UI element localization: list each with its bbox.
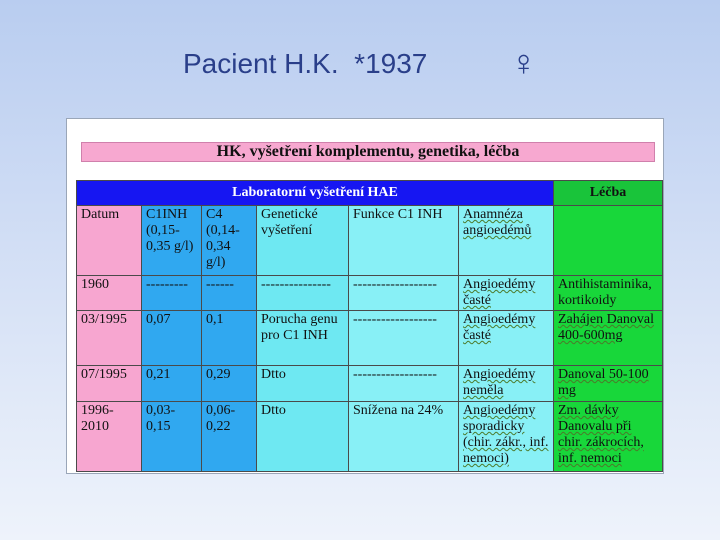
- cell-treatment: Danoval 50-100 mg: [554, 366, 663, 402]
- cell-treatment: Antihistaminika, kortikoidy: [554, 276, 663, 311]
- col-header-c1-function: Funkce C1 INH: [349, 206, 459, 276]
- cell-c1-function: ------------------: [349, 366, 459, 402]
- cell-c1inh: 0,07: [142, 311, 202, 366]
- cell-c1inh: 0,21: [142, 366, 202, 402]
- col-header-datum: Datum: [77, 206, 142, 276]
- lab-table: [76, 180, 663, 472]
- cell-c1inh: ---------: [142, 276, 202, 311]
- cell-genetics: Porucha genu pro C1 INH: [257, 311, 349, 366]
- cell-date: 07/1995: [77, 366, 142, 402]
- cell-anamnesis: Angioedémy časté: [459, 311, 554, 366]
- cell-date: 03/1995: [77, 311, 142, 366]
- col-header-c1inh: C1INH (0,15-0,35 g/l): [142, 206, 202, 276]
- table-row: [77, 311, 663, 366]
- cell-anamnesis: Angioedémy časté: [459, 276, 554, 311]
- cell-c4: ------: [202, 276, 257, 311]
- cell-c1inh: 0,03-0,15: [142, 402, 202, 472]
- col-header-treatment: [554, 206, 663, 276]
- section-header-row: [77, 181, 663, 206]
- table-row: [77, 276, 663, 311]
- female-symbol-icon: ♀: [510, 42, 537, 83]
- cell-treatment: Zahájen Danoval 400-600mg: [554, 311, 663, 366]
- cell-c1-function: ------------------: [349, 276, 459, 311]
- cell-c4: 0,1: [202, 311, 257, 366]
- col-header-anamnesis: Anamnéza angioedémů: [459, 206, 554, 276]
- column-header-row: [77, 206, 663, 276]
- table-row: [77, 402, 663, 472]
- cell-c1-function: Snížena na 24%: [349, 402, 459, 472]
- cell-genetics: Dtto: [257, 402, 349, 472]
- section-lab-header: Laboratorní vyšetření HAE: [77, 181, 554, 206]
- cell-c4: 0,06-0,22: [202, 402, 257, 472]
- cell-anamnesis: Angioedémy neměla: [459, 366, 554, 402]
- col-header-genetics: Genetické vyšetření: [257, 206, 349, 276]
- section-treatment-header: Léčba: [554, 181, 663, 206]
- cell-treatment: Zm. dávky Danovalu při chir. zákrocích, inf. nemoci: [554, 402, 663, 472]
- cell-c1-function: ------------------: [349, 311, 459, 366]
- cell-anamnesis: Angioedémy sporadicky (chir. zákr., inf. nemoci): [459, 402, 554, 472]
- table-row: [77, 366, 663, 402]
- embedded-document: [66, 118, 664, 474]
- cell-date: 1960: [77, 276, 142, 311]
- patient-name: Pacient H.K. *1937: [183, 48, 428, 79]
- cell-c4: 0,29: [202, 366, 257, 402]
- cell-genetics: Dtto: [257, 366, 349, 402]
- document-banner: HK, vyšetření komplementu, genetika, léčba: [81, 142, 655, 162]
- col-header-c4: C4 (0,14-0,34 g/l): [202, 206, 257, 276]
- cell-date: 1996-2010: [77, 402, 142, 472]
- cell-genetics: ---------------: [257, 276, 349, 311]
